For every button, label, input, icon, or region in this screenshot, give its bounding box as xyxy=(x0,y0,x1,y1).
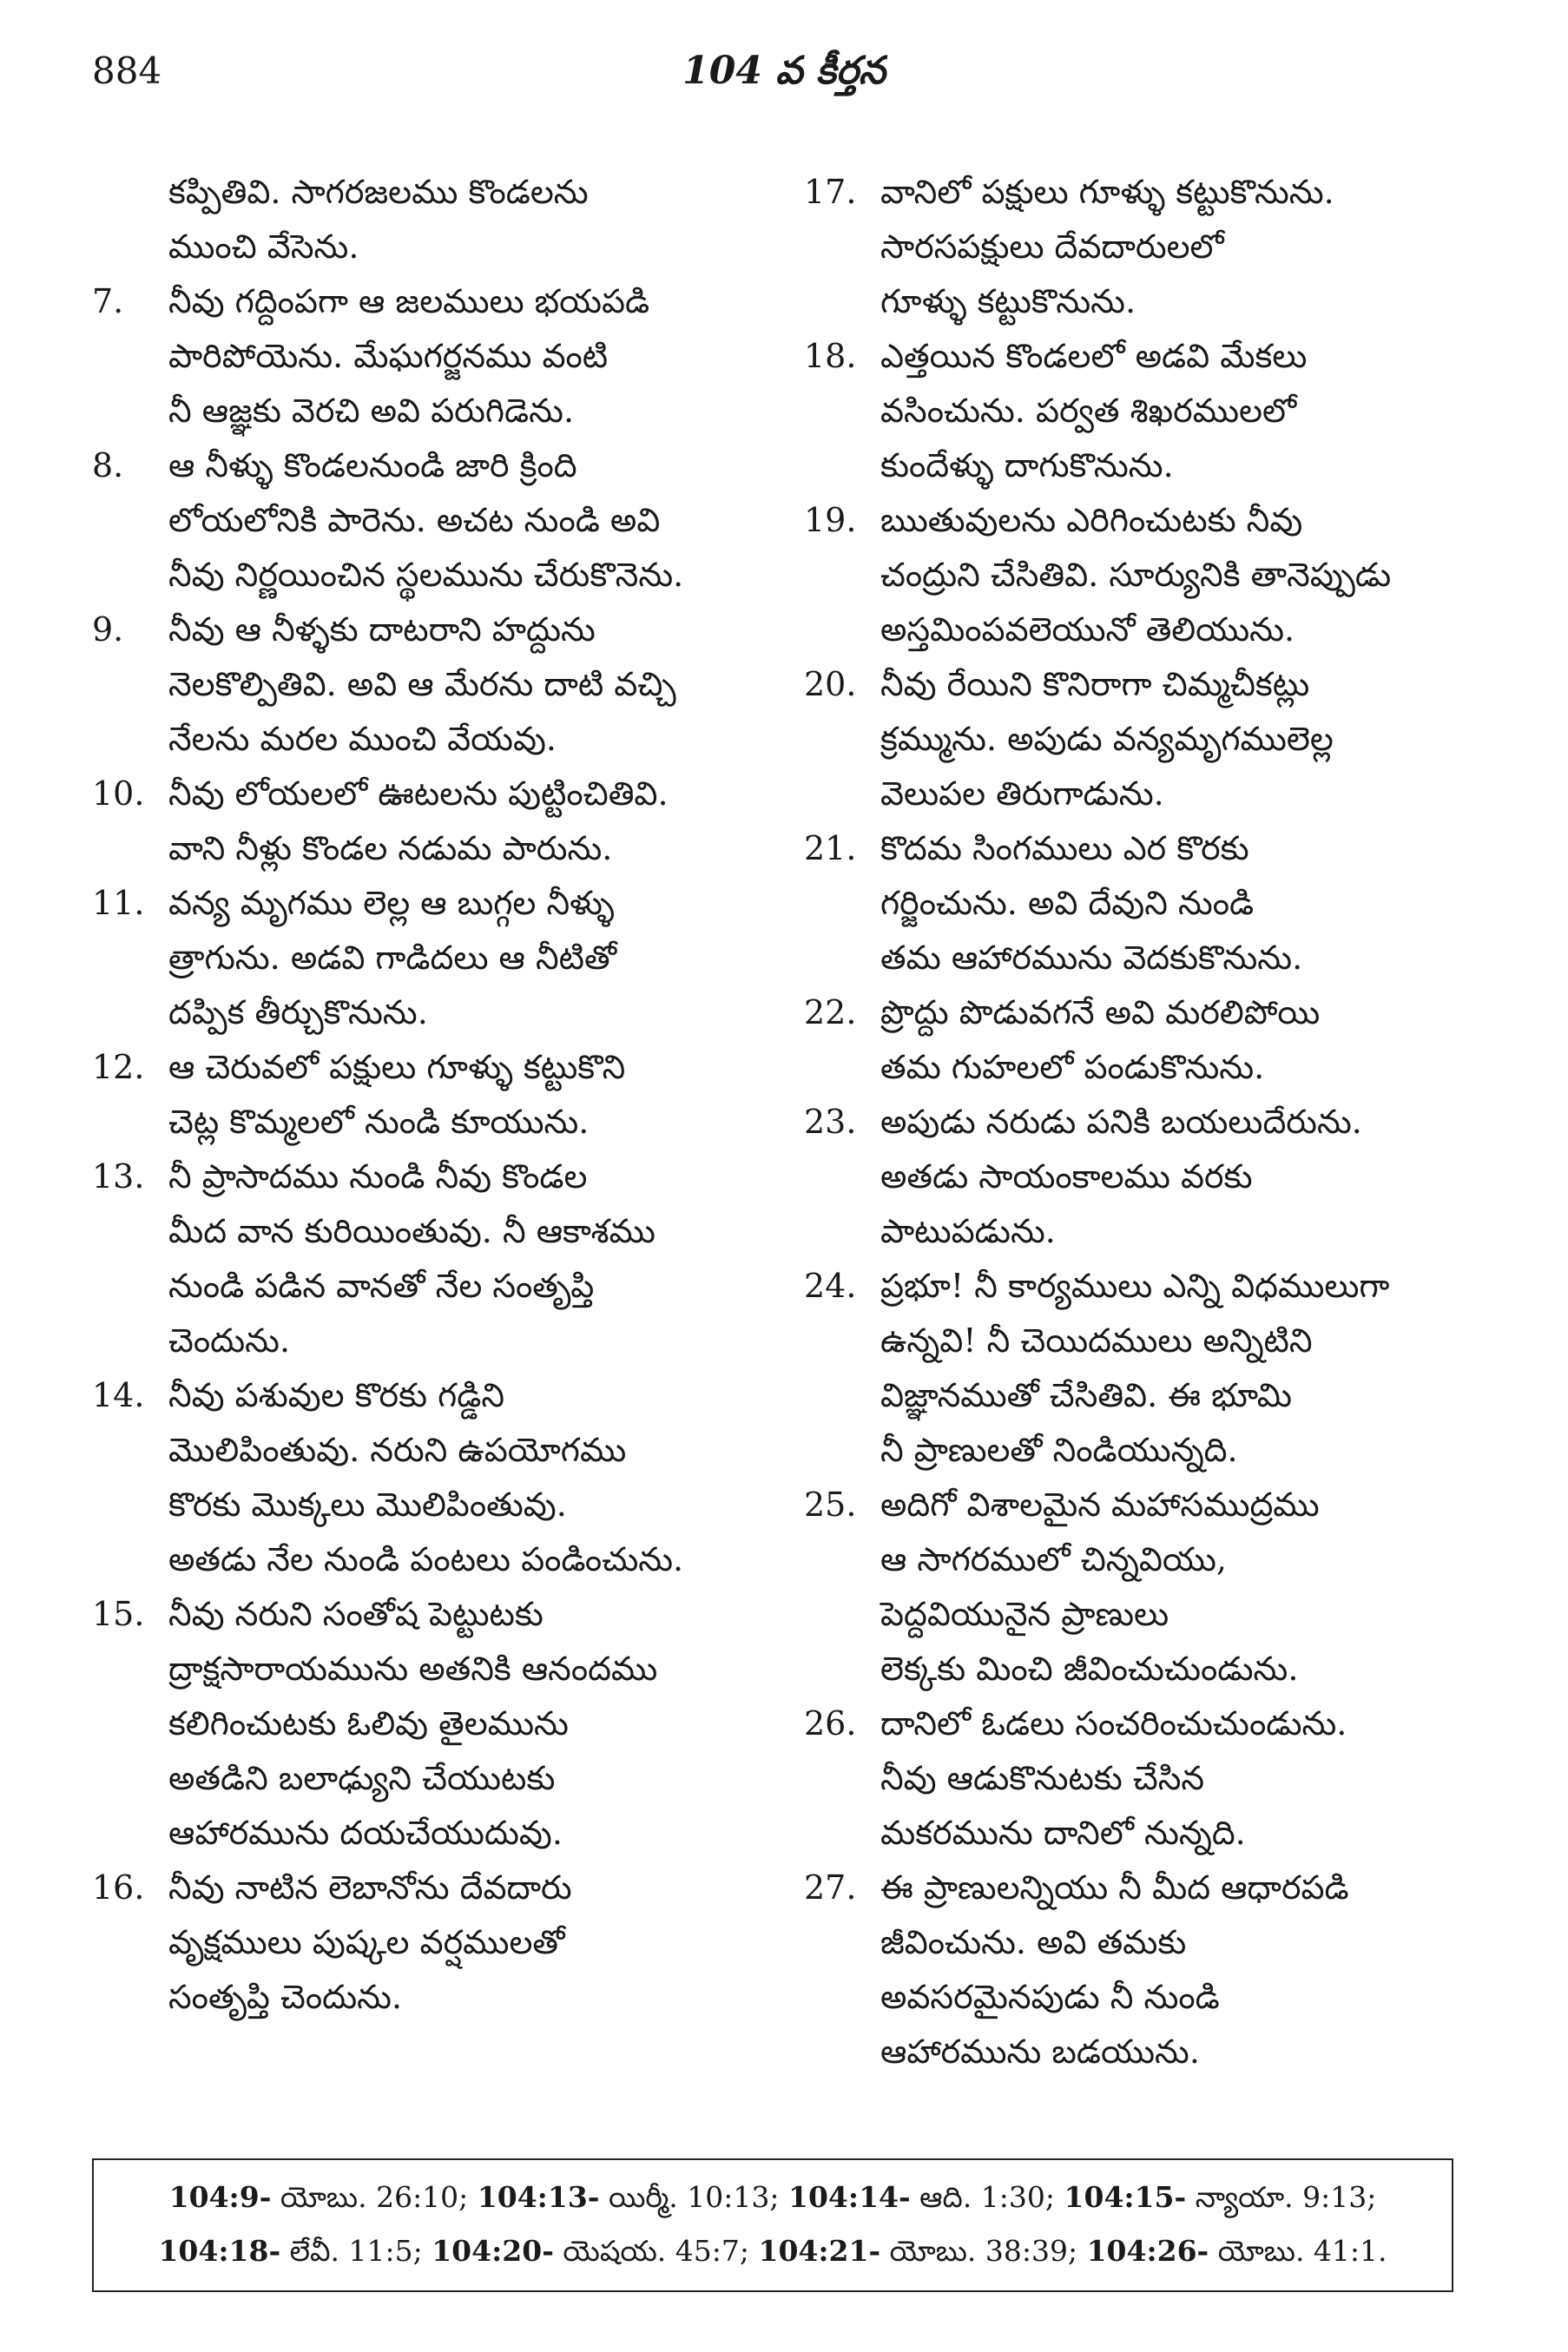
verse xyxy=(92,603,752,767)
verse-line: కలిగించుటకు ఓలివు తైలమును xyxy=(168,1704,569,1743)
verse-line: నీవు ఆడుకొనుటకు చేసిన xyxy=(880,1759,1205,1797)
cross-reference-target: యోబు. 41:1. xyxy=(1209,2234,1387,2268)
verse-line: అతడిని బలాఢ్యుని చేయుటకు xyxy=(168,1759,556,1797)
verse-line: అవసరమైనపుడు నీ నుండి xyxy=(880,1978,1220,2016)
verse-number: 11. xyxy=(92,884,145,922)
verse-line: చెట్ల కొమ్మలలో నుండి కూయును. xyxy=(168,1103,590,1141)
verse-line: సంతృప్తి చెందును. xyxy=(168,1978,403,2016)
verse-number: 13. xyxy=(92,1157,145,1196)
verse-line: వెలుపల తిరుగాడును. xyxy=(880,774,1164,813)
cross-reference-key: 104:18- xyxy=(158,2234,281,2268)
verse-number: 25. xyxy=(804,1486,857,1524)
verse-line: ఆ నీళ్ళు కొండలనుండి జారి క్రింది xyxy=(168,446,577,484)
verse-number: 14. xyxy=(92,1376,145,1414)
verse-line: ద్రాక్షసారాయమును అతనికి ఆనందము xyxy=(168,1650,658,1688)
verse-line: నీ ఆజ్ఞకు వెరచి అవి పరుగిడెను. xyxy=(168,392,575,430)
verse-line: నీవు పశువుల కొరకు గడ్డిని xyxy=(168,1376,505,1414)
verse-line: మకరమును దానిలో నున్నది. xyxy=(880,1814,1246,1852)
verse xyxy=(804,329,1464,493)
verse-line: ముంచి వేసెను. xyxy=(168,227,359,266)
verse-line: పారిపోయెను. మేఘగర్జనము వంటి xyxy=(168,337,609,375)
cross-reference-target: న్యాయా. 9:13; xyxy=(1186,2180,1377,2214)
verse-line: క్రమ్మును. అపుడు వన్యమృగములెల్ల xyxy=(880,720,1334,758)
verse xyxy=(804,1861,1464,2079)
left-column xyxy=(92,165,752,2025)
verse-line: లెక్కకు మించి జీవించుచుండును. xyxy=(880,1650,1299,1688)
verse xyxy=(804,1696,1464,1861)
verse-line: సారసపక్షులు దేవదారులలో xyxy=(880,227,1224,266)
verse xyxy=(804,1478,1464,1696)
verse-line: నెలకొల్పితివి. అవి ఆ మేరను దాటి వచ్చి xyxy=(168,665,676,703)
verse-line: వానిలో పక్షులు గూళ్ళు కట్టుకొనును. xyxy=(880,173,1334,211)
verse-line: తమ గుహలలో పండుకొనును. xyxy=(880,1048,1265,1086)
verse-line: గర్జించును. అవి దేవుని నుండి xyxy=(880,884,1255,922)
verse-number: 27. xyxy=(804,1868,857,1907)
verse-line: నీవు ఆ నీళ్ళకు దాటరాని హద్దును xyxy=(168,610,596,649)
verse xyxy=(92,876,752,1040)
verse-line: అపుడు నరుడు పనికి బయలుదేరును. xyxy=(880,1103,1362,1141)
verse-line: పాటుపడును. xyxy=(880,1212,1056,1250)
verse xyxy=(92,438,752,603)
cross-reference-key: 104:9- xyxy=(168,2180,272,2214)
verse-line: నీవు రేయిని కొనిరాగా చిమ్మచీకట్లు xyxy=(880,665,1310,703)
cross-reference-target: యోబు. 38:39; xyxy=(880,2234,1087,2268)
cross-reference-target: లేవీ. 11:5; xyxy=(280,2234,432,2268)
verse-line: వాని నీళ్లు కొండల నడుమ పారును. xyxy=(168,829,613,867)
verse-line: నీవు నరుని సంతోష పెట్టుటకు xyxy=(168,1595,544,1633)
verse-line: విజ్ఞానముతో చేసితివి. ఈ భూమి xyxy=(880,1376,1292,1414)
cross-reference-key: 104:13- xyxy=(477,2180,600,2214)
verse-line: నీవు గద్దింపగా ఆ జలములు భయపడి xyxy=(168,282,650,320)
verse-line: నీవు నిర్ణయించిన స్థలమును చేరుకొనెను. xyxy=(168,556,684,594)
verse xyxy=(92,1587,752,1861)
verse xyxy=(92,1040,752,1150)
verse-number: 12. xyxy=(92,1048,145,1086)
verse xyxy=(804,1095,1464,1259)
verse-number: 19. xyxy=(804,501,857,539)
verse-number: 26. xyxy=(804,1704,857,1743)
verse-number: 21. xyxy=(804,829,857,867)
verse xyxy=(804,985,1464,1095)
verse-line: నీ ప్రాసాదము నుండి నీవు కొండల xyxy=(168,1157,588,1196)
verse-number: 22. xyxy=(804,993,857,1031)
verse-line: మీద వాన కురియింతువు. నీ ఆకాశము xyxy=(168,1212,656,1250)
verse-line: వసించును. పర్వత శిఖరములలో xyxy=(880,392,1297,430)
cross-reference-target: యెషయ. 45:7; xyxy=(553,2234,759,2268)
verse xyxy=(92,767,752,876)
verse xyxy=(92,1150,752,1368)
verse-line: ఋతువులను ఎరిగించుటకు నీవు xyxy=(880,501,1303,539)
verse-line: కుందేళ్ళు దాగుకొనును. xyxy=(880,446,1174,484)
verse-line: నీవు లోయలలో ఊటలను పుట్టించితివి. xyxy=(168,774,669,813)
verse-number: 10. xyxy=(92,774,145,813)
verse xyxy=(92,1861,752,2025)
verse-number: 7. xyxy=(92,282,124,320)
verse-line: ఆ సాగరములో చిన్నవియు, xyxy=(880,1540,1227,1578)
verse xyxy=(804,1259,1464,1478)
verse-number: 8. xyxy=(92,446,124,484)
verse xyxy=(804,493,1464,657)
verse-line: త్రాగును. అడవి గాడిదలు ఆ నీటితో xyxy=(168,939,617,977)
verse-line: వన్య మృగము లెల్ల ఆ బుగ్గల నీళ్ళు xyxy=(168,884,615,922)
verse xyxy=(92,274,752,438)
verse-line: దానిలో ఓడలు సంచరించుచుండును. xyxy=(880,1704,1347,1743)
verse-line: ప్రొద్దు పొడువగనే అవి మరలిపోయి xyxy=(880,993,1321,1031)
verse-line: కొదమ సింగములు ఎర కొరకు xyxy=(880,829,1249,867)
cross-reference-target: యిర్మీ. 10:13; xyxy=(599,2180,788,2214)
verse-line: లోయలోనికి పారెను. అచట నుండి అవి xyxy=(168,501,661,539)
cross-reference-target: యోబు. 26:10; xyxy=(271,2180,478,2214)
cross-reference-key: 104:20- xyxy=(432,2234,554,2268)
verse-number: 17. xyxy=(804,173,857,211)
verse-line: కప్పితివి. సాగరజలము కొండలను xyxy=(168,173,589,211)
verse-line: జీవించును. అవి తమకు xyxy=(880,1923,1187,1961)
cross-reference-key: 104:21- xyxy=(758,2234,881,2268)
verse xyxy=(804,821,1464,985)
verse-number: 20. xyxy=(804,665,857,703)
verse-line: ఆహారమును దయచేయుదువు. xyxy=(168,1814,563,1852)
verse xyxy=(92,165,752,274)
verse xyxy=(92,1368,752,1587)
verse-line: చెందును. xyxy=(168,1321,291,1360)
verse-line: ఉన్నవి! నీ చెయిదములు అన్నిటిని xyxy=(880,1321,1313,1360)
verse-line: పెద్దవియునైన ప్రాణులు xyxy=(880,1595,1169,1633)
verse-line: అస్తమింపవలెయునో తెలియును. xyxy=(880,610,1295,649)
verse-line: గూళ్ళు కట్టుకొనును. xyxy=(880,282,1136,320)
page-title: 104 వ కీర్తన xyxy=(682,49,886,93)
verse-line: అతడు నేల నుండి పంటలు పండించును. xyxy=(168,1540,684,1578)
verse-line: కొరకు మొక్కలు మొలిపింతువు. xyxy=(168,1486,567,1524)
verse-line: మొలిపింతువు. నరుని ఉపయోగము xyxy=(168,1431,627,1469)
verse-line: ఆ చెరువలో పక్షులు గూళ్ళు కట్టుకొని xyxy=(168,1048,626,1086)
verse-line: ఎత్తయిన కొండలలో అడవి మేకలు xyxy=(880,337,1308,375)
verse xyxy=(804,657,1464,821)
verse-line: అదిగో విశాలమైన మహాసముద్రము xyxy=(880,1486,1320,1524)
verse-number: 9. xyxy=(92,610,124,649)
verse-number: 15. xyxy=(92,1595,145,1633)
page-number: 884 xyxy=(92,49,162,92)
cross-reference-box xyxy=(92,2158,1453,2292)
verse-line: దప్పిక తీర్చుకొనును. xyxy=(168,993,428,1031)
verse xyxy=(804,165,1464,329)
verse-line: చంద్రుని చేసితివి. సూర్యునికి తానెప్పుడు xyxy=(880,556,1392,594)
cross-reference-line xyxy=(94,2224,1452,2278)
cross-reference-line xyxy=(94,2171,1452,2224)
verse-line: ప్రభూ! నీ కార్యములు ఎన్ని విధములుగా xyxy=(880,1267,1390,1305)
verse-number: 23. xyxy=(804,1103,857,1141)
cross-reference-key: 104:15- xyxy=(1064,2180,1187,2214)
cross-reference-target: ఆది. 1:30; xyxy=(910,2180,1064,2214)
verse-line: నేలను మరల ముంచి వేయవు. xyxy=(168,720,557,758)
cross-reference-key: 104:14- xyxy=(788,2180,911,2214)
verse-line: నుండి పడిన వానతో నేల సంతృప్తి xyxy=(168,1267,595,1305)
verse-line: అతడు సాయంకాలము వరకు xyxy=(880,1157,1253,1196)
verse-number: 18. xyxy=(804,337,857,375)
verse-line: తమ ఆహారమును వెదకుకొనును. xyxy=(880,939,1303,977)
right-column xyxy=(804,165,1464,2079)
verse-line: నీవు నాటిన లెబానోను దేవదారు xyxy=(168,1868,572,1907)
verse-line: ఈ ప్రాణులన్నియు నీ మీద ఆధారపడి xyxy=(880,1868,1349,1907)
verse-number: 16. xyxy=(92,1868,145,1907)
verse-line: వృక్షములు పుష్కల వర్షములతో xyxy=(168,1923,565,1961)
verse-line: నీ ప్రాణులతో నిండియున్నది. xyxy=(880,1431,1238,1469)
verse-number: 24. xyxy=(804,1267,857,1305)
cross-reference-key: 104:26- xyxy=(1086,2234,1209,2268)
verse-line: ఆహారమును బడయును. xyxy=(880,2032,1200,2071)
